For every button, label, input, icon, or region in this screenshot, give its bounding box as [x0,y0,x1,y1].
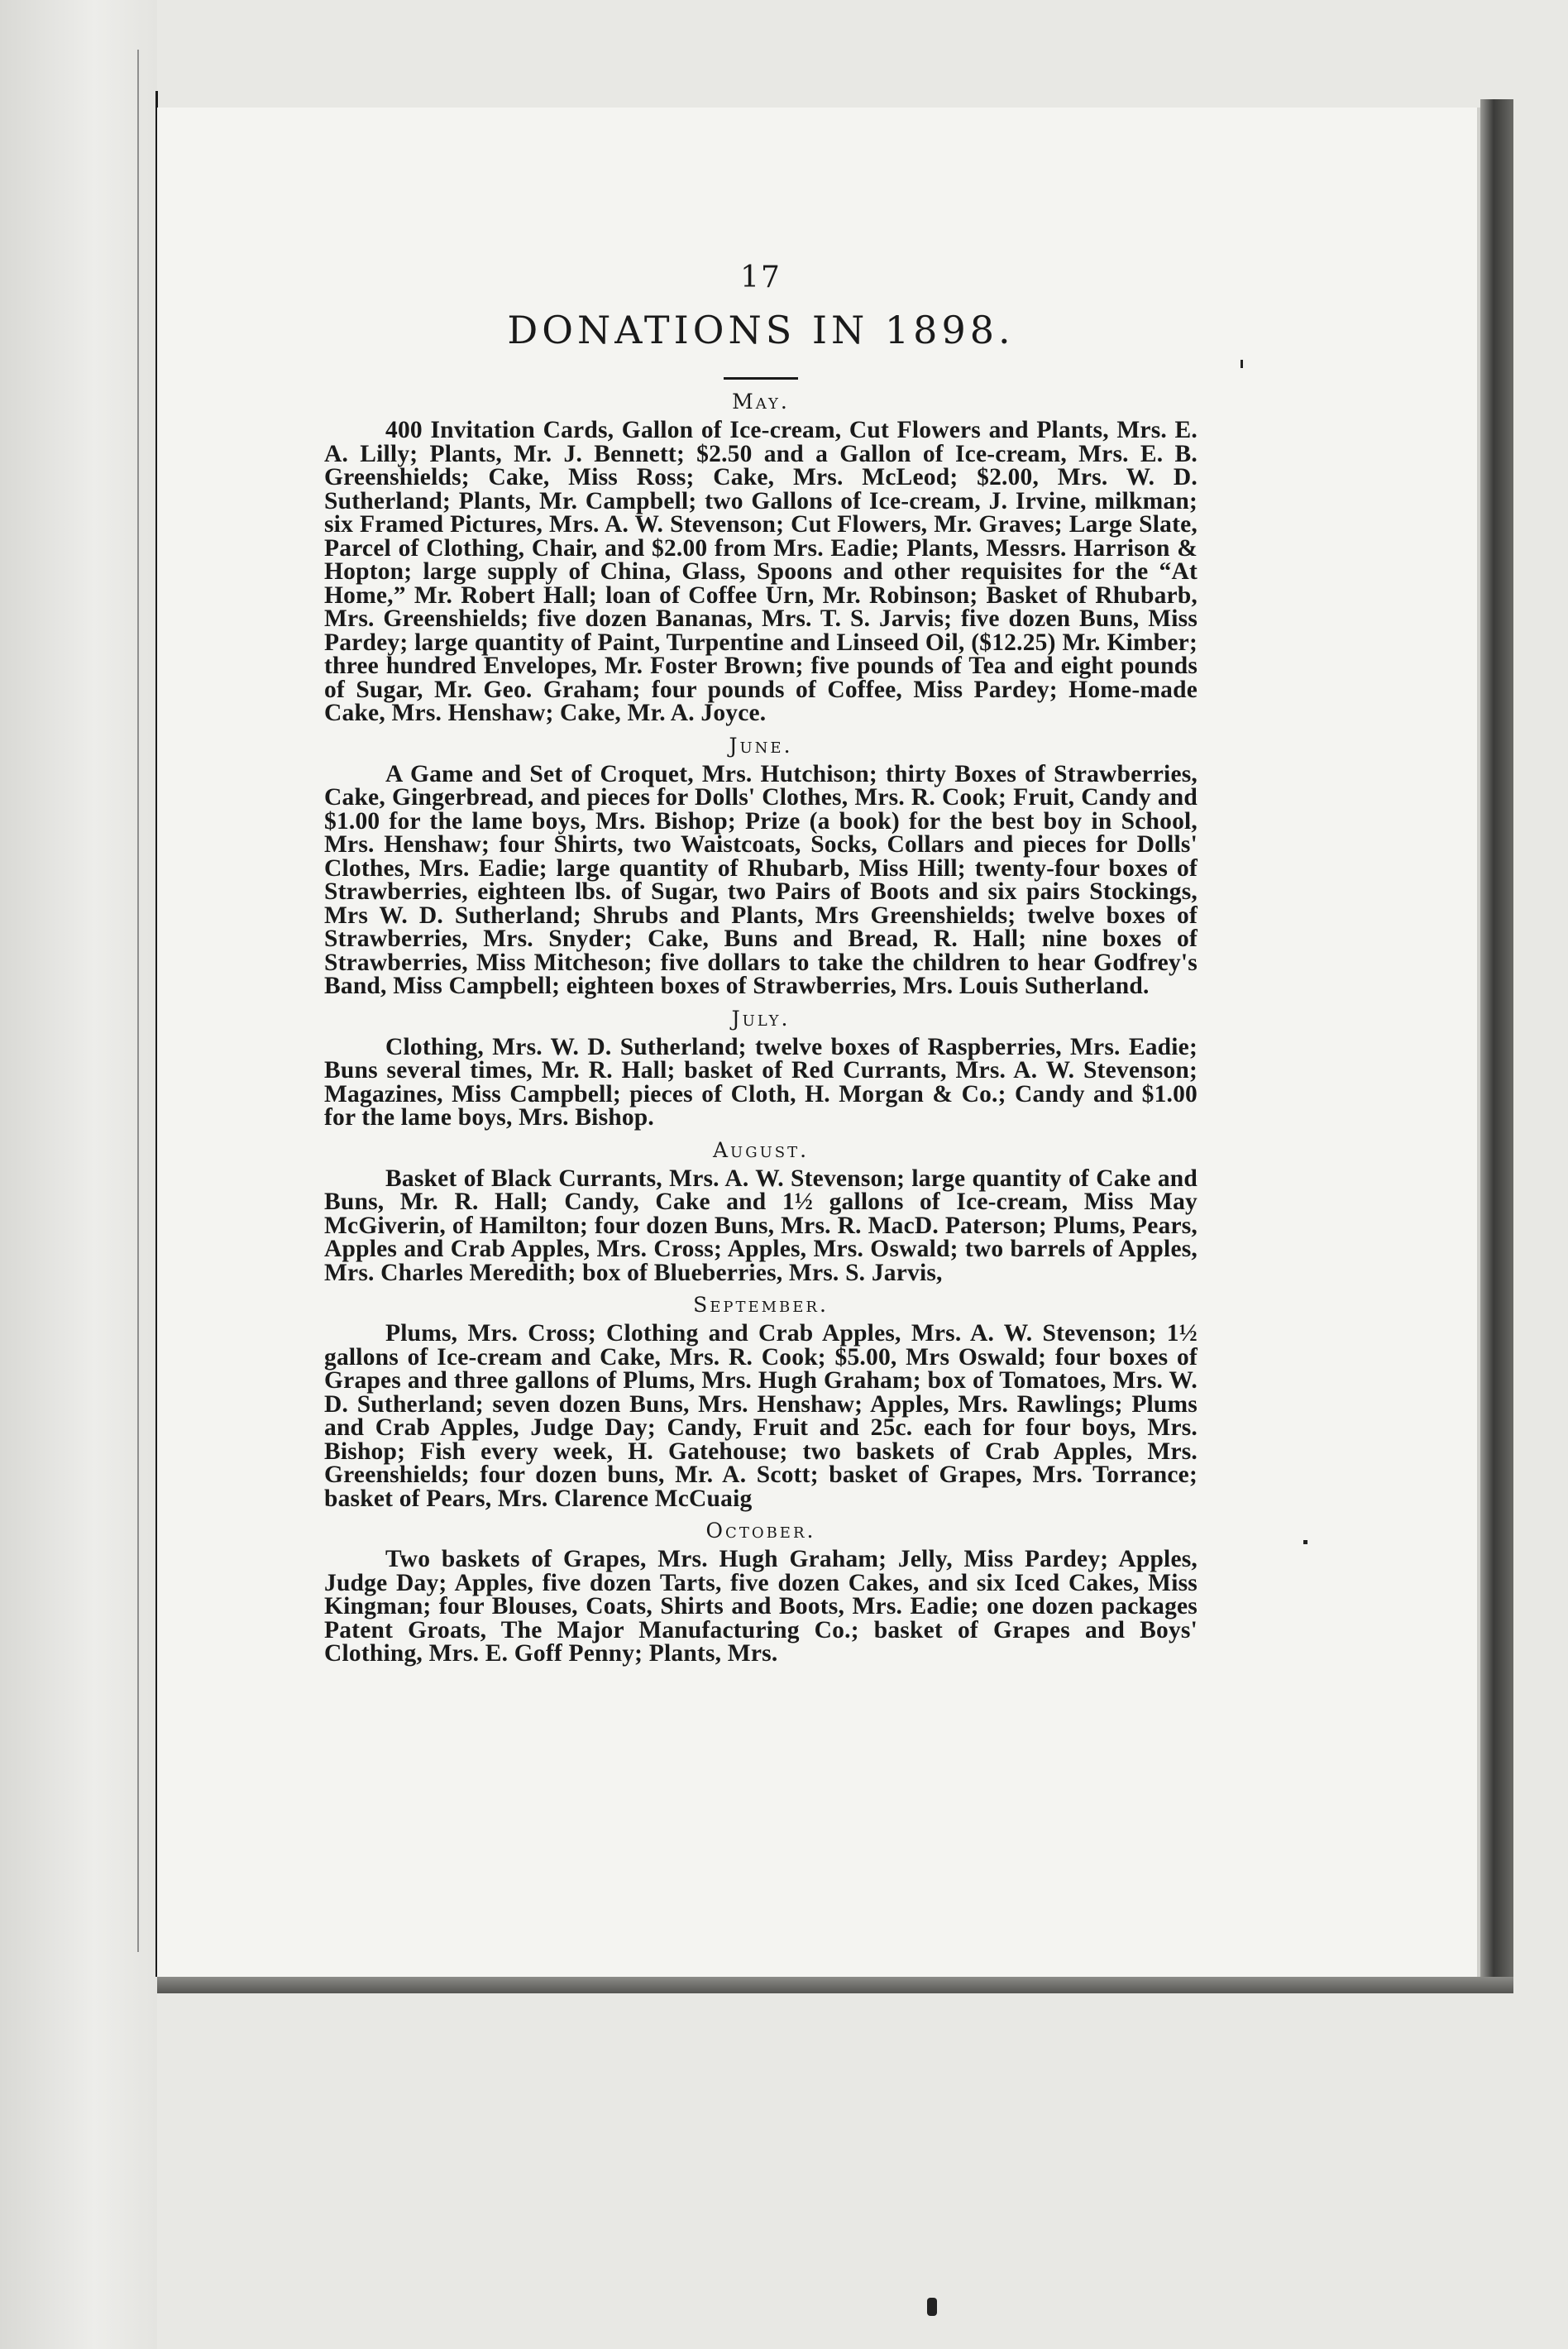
section-june [324,734,1198,998]
specks [1303,1540,1307,1544]
section-text: A Game and Set of Croquet, Mrs. Hutchison; thirty Boxes of Strawberries, Cake, Gingerbread, and pieces for Dolls' Clothes, Mrs. R. Cook; Fruit, Candy and $1.00 for the lame boys, Mrs. Bishop; Prize (a book) for the best boy in School, Mrs. Henshaw; four Shirts, two Waistcoats, Socks, Collars and pieces for Dolls' Clothes, Mrs. Eadie; large quantity of Rhubarb, Miss Hill; twenty-four boxes of Strawberries, eighteen lbs. of Sugar, two Pairs of Boots and six pairs Stockings, Mrs W. D. Sutherland; Shrubs and Plants, Mrs Greenshields; twelve boxes of Strawberries, Mrs. Snyder; Cake, Buns and Bread, R. Hall; nine boxes of Strawberries, Miss Mitcheson; five dollars to take the children to hear Godfrey's Band, Miss Campbell; eighteen boxes of Strawberries, Mrs. Louis Sutherland. [324,760,1198,999]
section-heading: September. [693,1293,829,1317]
section-july [324,1007,1198,1130]
section-heading: August. [712,1137,810,1162]
section-text: Basket of Black Currants, Mrs. A. W. Stevenson; large quantity of Cake and Buns, Mr. R. Hall; Candy, Cake and 1½ gallons of Ice-cream, Miss May McGiverin, of Hamilton; four dozen Buns, Mrs. R. MacD. Paterson; Plums, Pears, Apples and Crab Apples, Mrs. Cross; Apples, Mrs. Oswald; two barrels of Apples, Mrs. Charles Meredith; box of Blueberries, Mrs. S. Jarvis, [324,1165,1198,1286]
page-number: 17 [740,261,782,294]
section-heading: October. [705,1519,816,1543]
binding-shadow [137,50,139,1952]
section-heading: July. [731,1006,791,1031]
section-heading: June. [729,733,793,758]
section-text: 400 Invitation Cards, Gallon of Ice-cream, Cut Flowers and Plants, Mrs. E. A. Lilly; Plants, Mr. J. Bennett; $2.50 and a Gallon of Ice-cream, Mrs. E. B. Greenshields; Cake, Miss Ross; Cake, Mrs. McLeod; $2.00, Mrs. W. D. Sutherland; Plants, Mr. Campbell; two Gallons of Ice-cream, J. Irvine, milkman; six Framed Pictures, Mrs. A. W. Stevenson; Cut Flowers, Mr. Graves; Large Slate, Parcel of Clothing, Chair, and $2.00 from Mrs. Eadie; Plants, Messrs. Harrison & Hopton; large supply of China, Glass, Spoons and other requisites for the “At Home,” Mr. Robert Hall; loan of Coffee Urn, Mr. Robinson; Basket of Rhubarb, Mrs. Greenshields; five dozen Bananas, Mrs. T. S. Jarvis; five dozen Buns, Miss Pardey; large quantity of Paint, Turpentine and Linseed Oil, ($12.25) Mr. Kimber; three hundred Envelopes, Mr. Foster Brown; five pounds of Tea and eight pounds of Sugar, Mr. Geo. Graham; four pounds of Coffee, Miss Pardey; Home-made Cake, Mrs. Henshaw; Cake, Mr. A. Joyce. [324,417,1198,726]
section-may [324,390,1198,725]
section-text: Plums, Mrs. Cross; Clothing and Crab Apples, Mrs. A. W. Stevenson; 1½ gallons of Ice-cream and Cake, Mrs. R. Cook; $5.00, Mrs Oswald; four boxes of Grapes and three gallons of Plums, Mrs. Hugh Graham; box of Tomatoes, Mrs. W. D. Sutherland; seven dozen Buns, Mrs. Henshaw; Apples, Mrs. Rawlings; Plums and Crab Apples, Judge Day; Candy, Fruit and 25c. each for four boys, Mrs. Bishop; Fish every week, H. Gatehouse; two baskets of Crab Apples, Mrs. Greenshields; four dozen buns, Mr. A. Scott; basket of Grapes, Mrs. Torrance; basket of Pears, Mrs. Clarence McCuaig [324,1320,1198,1512]
specks [927,2298,937,2316]
section-heading: May. [732,390,790,414]
specks [1241,360,1243,368]
page-content [324,261,1198,1674]
section-september [324,1293,1198,1510]
page-title: DONATIONS IN 1898. [507,308,1015,352]
facing-page-edge [0,0,157,2349]
section-text: Two baskets of Grapes, Mrs. Hugh Graham; Jelly, Miss Pardey; Apples, Judge Day; Apples, five dozen Tarts, five dozen Cakes, and six Iced Cakes, Miss Kingman; four Blouses, Coats, Shirts and Boots, Mrs. Eadie; one dozen packages Patent Groats, The Major Manufacturing Co.; basket of Grapes and Boys' Clothing, Mrs. E. Goff Penny; Plants, Mrs. [324,1546,1198,1667]
section-august [324,1138,1198,1285]
title-rule [724,377,798,380]
page-right-edge [1480,99,1513,1993]
section-october [324,1519,1198,1666]
section-text: Clothing, Mrs. W. D. Sutherland; twelve boxes of Raspberries, Mrs. Eadie; Buns several times, Mr. R. Hall; basket of Red Currants, Mrs. A. W. Stevenson; Magazines, Miss Campbell; pieces of Cloth, H. Morgan & Co.; Candy and $1.00 for the lame boys, Mrs. Bishop. [324,1033,1198,1131]
page-bottom-edge [157,1977,1513,1993]
